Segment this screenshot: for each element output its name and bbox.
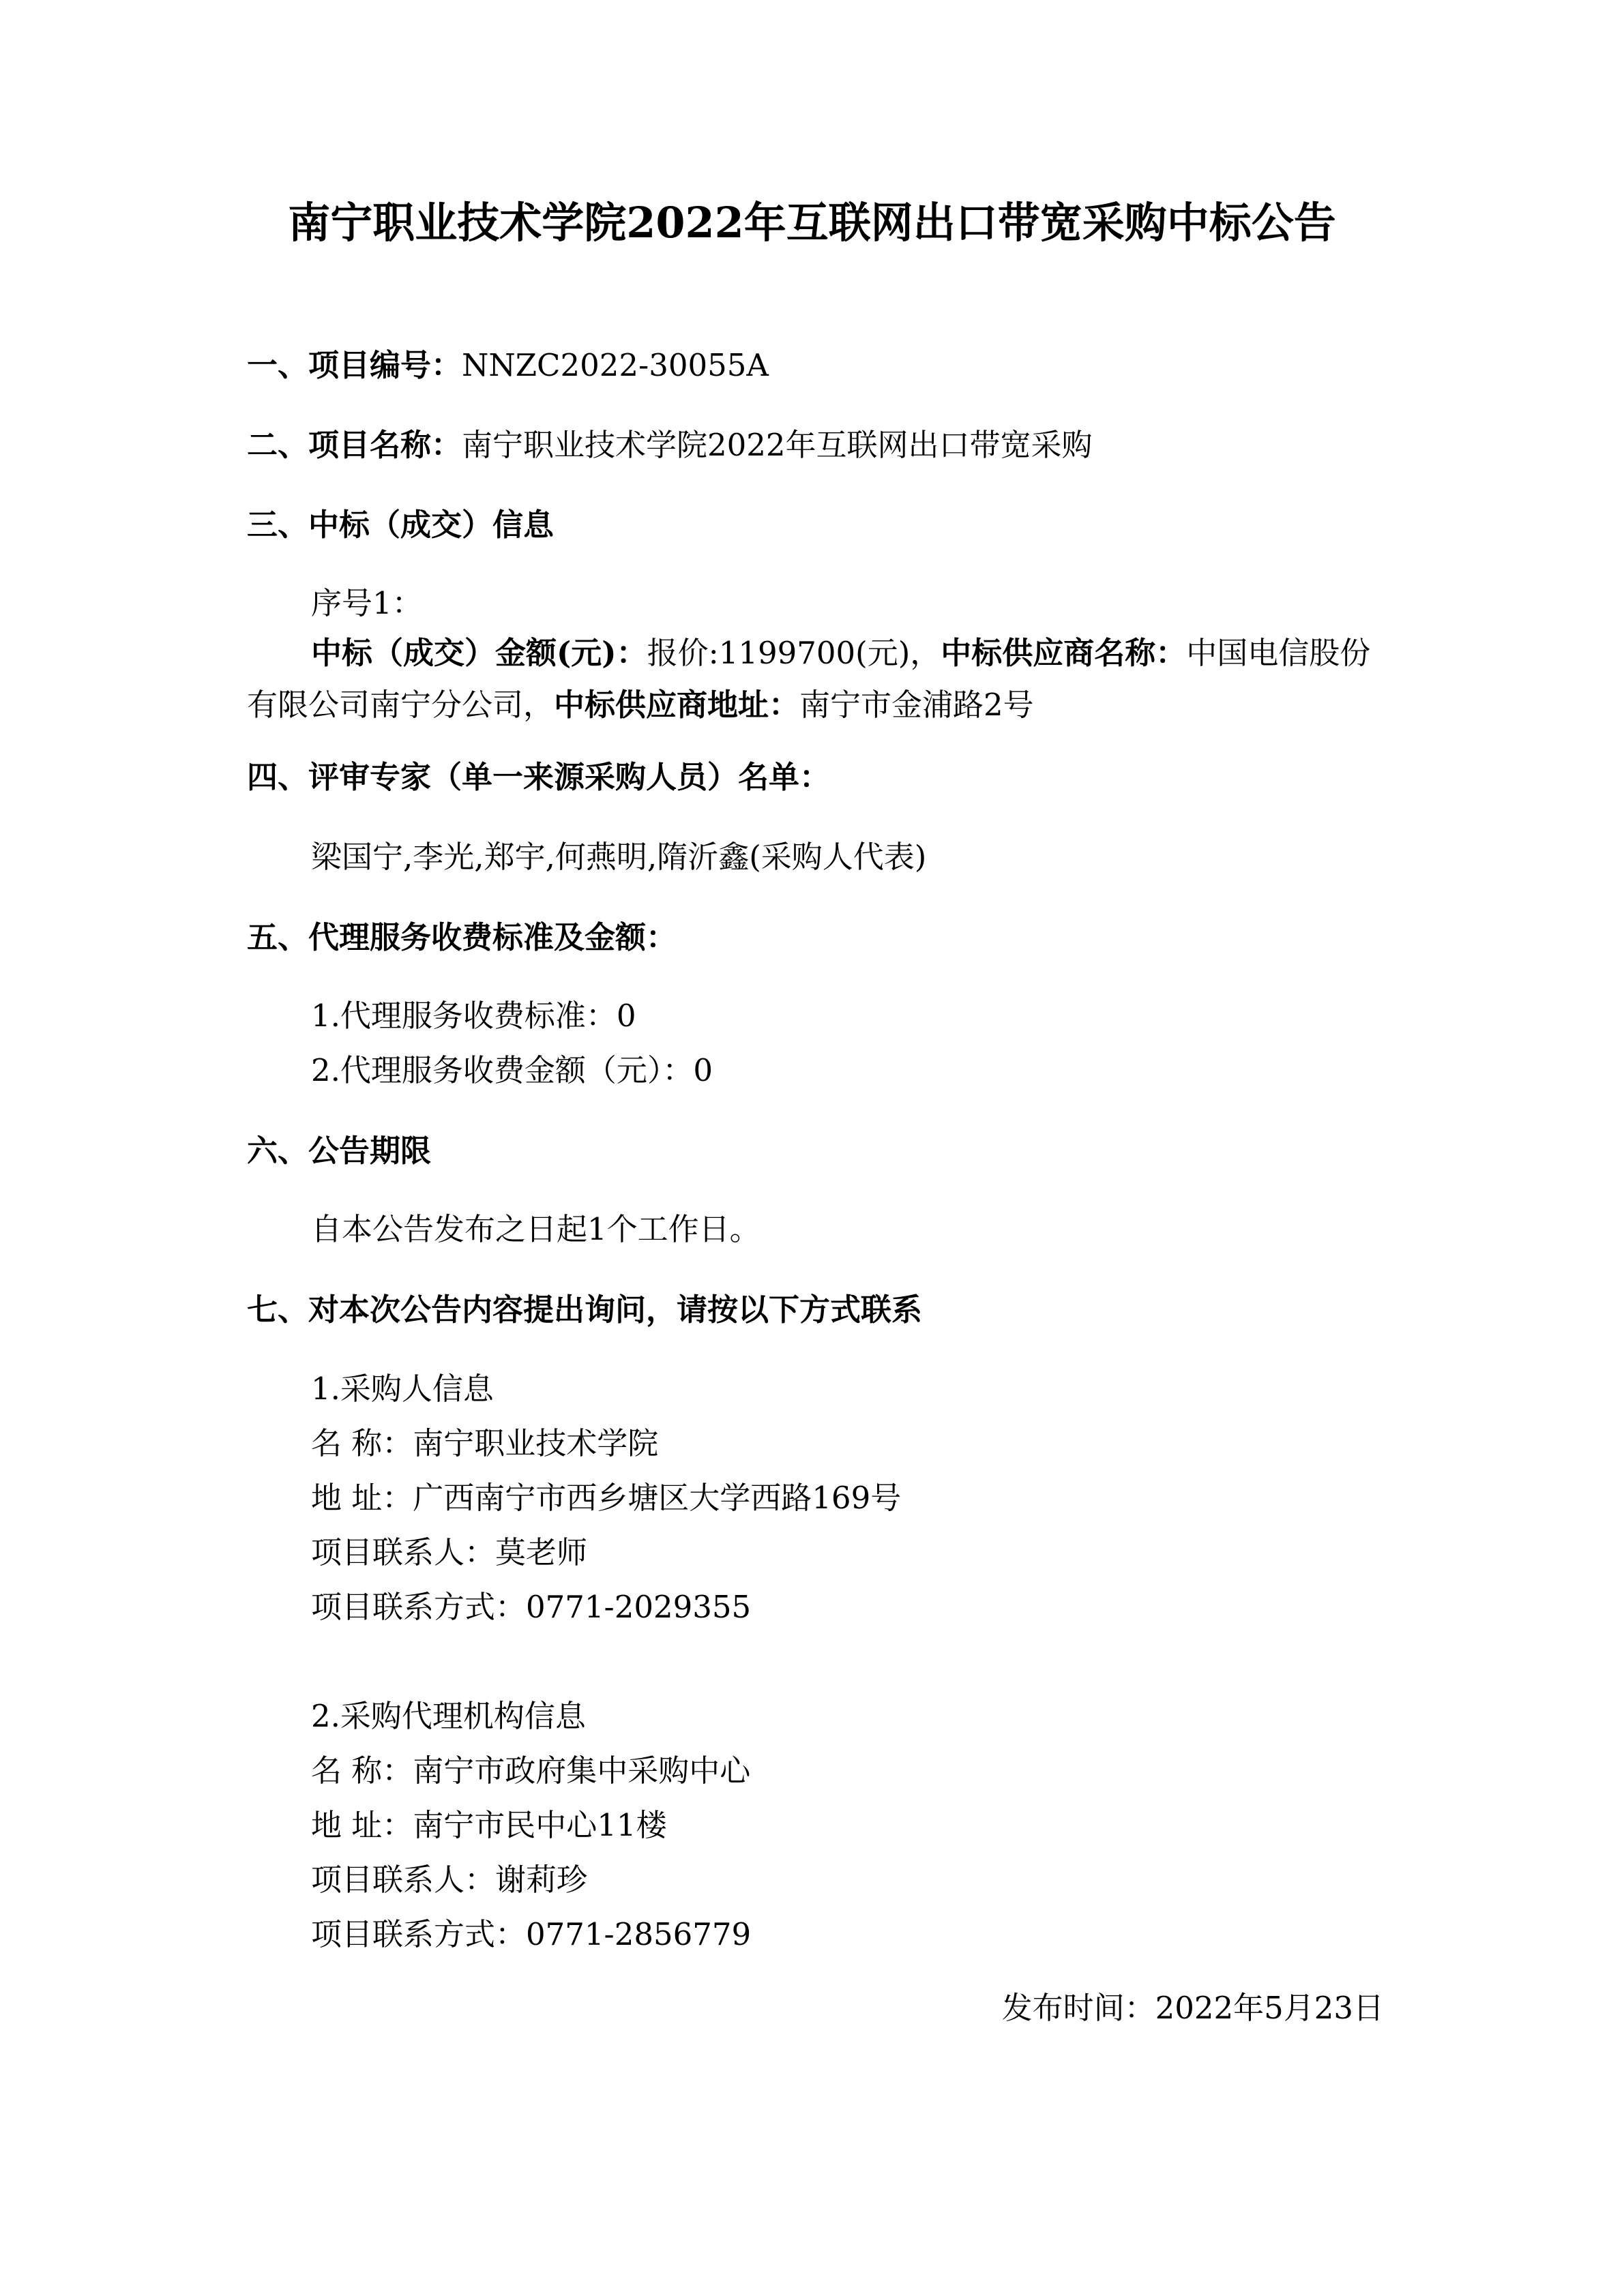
project-number-row [247,345,769,386]
project-number-label: 一、项目编号： [247,347,462,383]
bid-info-paragraph [247,627,1385,731]
page-title: 南宁职业技术学院2022年互联网出口带宽采购中标公告 [288,198,1336,248]
agency-address: 地 址：南宁市民中心11楼 [311,1807,667,1843]
purchaser-contact: 项目联系人：莫老师 [311,1534,588,1570]
agency-contact: 项目联系人：谢莉珍 [311,1862,588,1898]
sequence-number: 序号1： [311,585,423,621]
supplier-name-label: 中标供应商名称： [941,635,1187,671]
agency-fee-heading: 五、代理服务收费标准及金额： [247,919,677,955]
supplier-address-value: 南宁市金浦路2号 [799,687,1034,723]
bid-amount-value: 报价:1199700(元)， [647,635,941,671]
project-name-label: 二、项目名称： [247,427,462,463]
bid-info-heading: 三、中标（成交）信息 [247,507,555,543]
agency-info-title: 2.采购代理机构信息 [311,1698,586,1734]
bid-amount-label: 中标（成交）金额(元)： [311,635,647,671]
purchaser-name: 名 称：南宁职业技术学院 [311,1425,659,1461]
agency-fee-amount: 2.代理服务收费金额（元）：0 [311,1052,713,1088]
project-name-value: 南宁职业技术学院2022年互联网出口带宽采购 [462,427,1093,463]
agency-phone: 项目联系方式：0771-2856779 [311,1916,752,1952]
purchaser-info-title: 1.采购人信息 [311,1371,494,1407]
experts-heading: 四、评审专家（单一来源采购人员）名单： [247,759,831,795]
notice-period-text: 自本公告发布之日起1个工作日。 [311,1211,761,1247]
project-number-value: NNZC2022-30055A [462,347,769,383]
project-name-row [247,425,1093,466]
purchaser-phone: 项目联系方式：0771-2029355 [311,1589,752,1625]
agency-name: 名 称：南宁市政府集中采购中心 [311,1753,751,1789]
contact-heading: 七、对本次公告内容提出询问，请按以下方式联系 [247,1292,923,1328]
notice-period-heading: 六、公告期限 [247,1133,432,1169]
supplier-name-value: 中国电信股份有限公司南宁分公司， [247,635,1371,723]
experts-names: 梁国宁,李光,郑宇,何燕明,隋沂鑫(采购人代表) [311,839,927,875]
agency-fee-standard: 1.代理服务收费标准：0 [311,998,636,1034]
purchaser-address: 地 址：广西南宁市西乡塘区大学西路169号 [311,1480,902,1516]
publish-date: 发布时间：2022年5月23日 [1001,1990,1384,2026]
supplier-address-label: 中标供应商地址： [554,687,800,723]
